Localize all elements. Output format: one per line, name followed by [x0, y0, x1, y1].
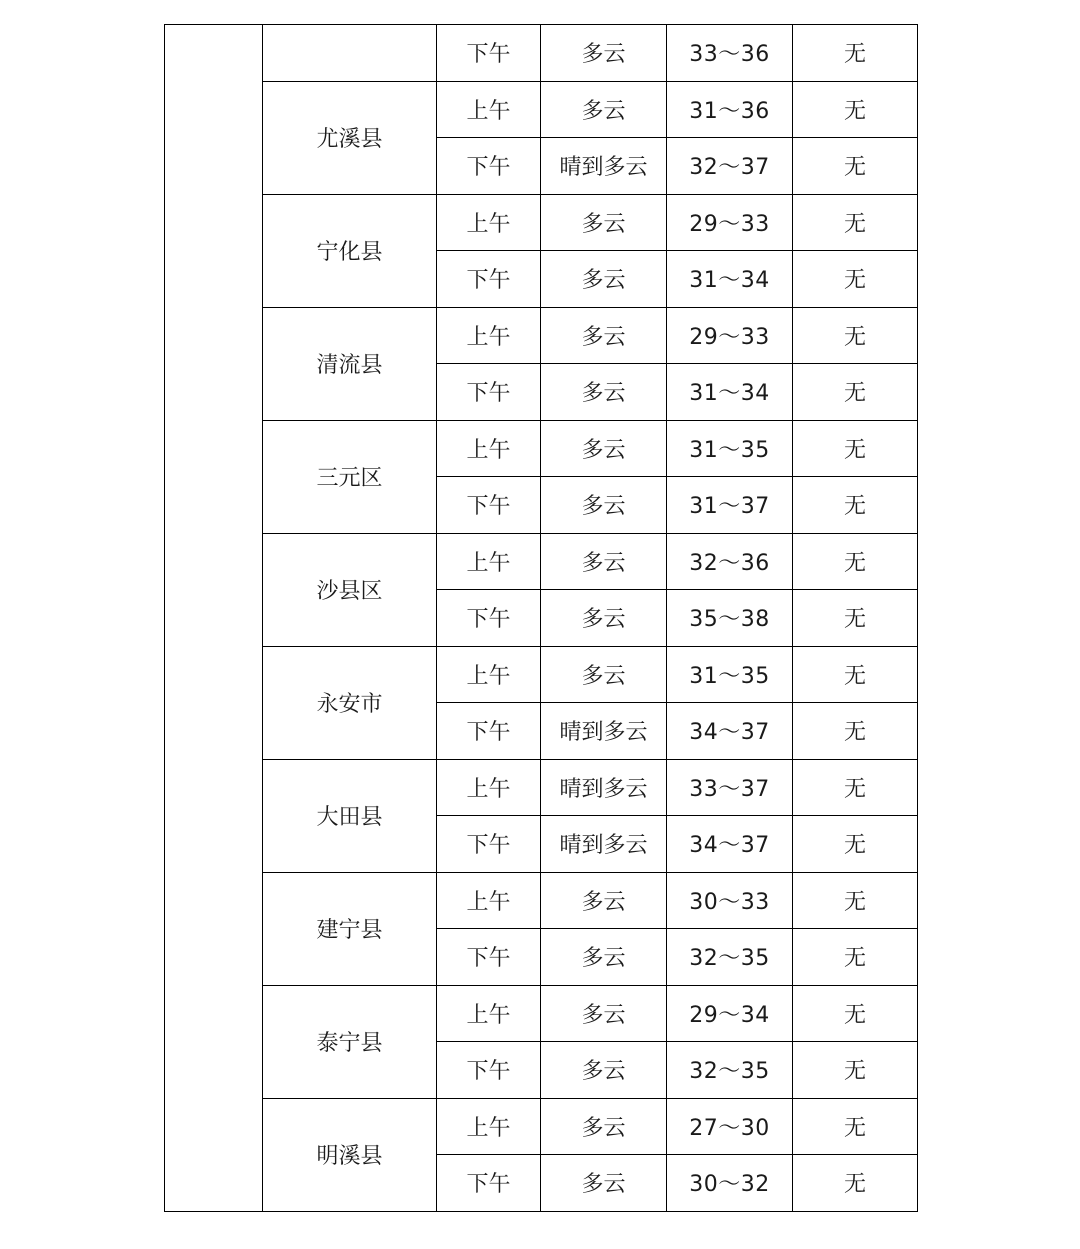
period-cell: 上午 [437, 985, 541, 1042]
extra-cell: 无 [793, 251, 918, 308]
table-row [165, 533, 918, 590]
extra-cell: 无 [793, 929, 918, 986]
period-cell: 上午 [437, 81, 541, 138]
temperature-cell: 27～30 [667, 1098, 793, 1155]
temperature-cell: 34～37 [667, 816, 793, 873]
table-row [165, 420, 918, 477]
temperature-cell: 35～38 [667, 590, 793, 647]
extra-cell: 无 [793, 590, 918, 647]
temperature-cell: 32～37 [667, 138, 793, 195]
period-cell: 下午 [437, 25, 541, 82]
extra-cell: 无 [793, 1098, 918, 1155]
county-cell: 清流县 [263, 307, 437, 420]
county-cell: 明溪县 [263, 1098, 437, 1211]
weather-cell: 多云 [541, 590, 667, 647]
weather-cell: 多云 [541, 81, 667, 138]
table-row [165, 646, 918, 703]
weather-cell: 晴到多云 [541, 138, 667, 195]
period-cell: 下午 [437, 816, 541, 873]
weather-cell: 多云 [541, 1155, 667, 1212]
weather-cell: 多云 [541, 25, 667, 82]
weather-cell: 多云 [541, 194, 667, 251]
weather-cell: 晴到多云 [541, 816, 667, 873]
period-cell: 上午 [437, 420, 541, 477]
extra-cell: 无 [793, 307, 918, 364]
extra-cell: 无 [793, 759, 918, 816]
temperature-cell: 31～35 [667, 420, 793, 477]
period-cell: 下午 [437, 251, 541, 308]
table-row [165, 872, 918, 929]
extra-cell: 无 [793, 194, 918, 251]
county-cell: 大田县 [263, 759, 437, 872]
weather-cell: 多云 [541, 307, 667, 364]
temperature-cell: 31～35 [667, 646, 793, 703]
weather-cell: 晴到多云 [541, 703, 667, 760]
table-row [165, 194, 918, 251]
table-row [165, 985, 918, 1042]
period-cell: 下午 [437, 477, 541, 534]
table-row [165, 81, 918, 138]
weather-cell: 多云 [541, 251, 667, 308]
county-cell: 永安市 [263, 646, 437, 759]
temperature-cell: 32～35 [667, 929, 793, 986]
temperature-cell: 29～33 [667, 194, 793, 251]
weather-cell: 多云 [541, 1098, 667, 1155]
extra-cell: 无 [793, 420, 918, 477]
extra-cell: 无 [793, 138, 918, 195]
period-cell: 上午 [437, 646, 541, 703]
region-cell [165, 25, 263, 1212]
county-cell: 建宁县 [263, 872, 437, 985]
temperature-cell: 31～37 [667, 477, 793, 534]
temperature-cell: 31～34 [667, 364, 793, 421]
period-cell: 上午 [437, 1098, 541, 1155]
extra-cell: 无 [793, 81, 918, 138]
period-cell: 下午 [437, 590, 541, 647]
extra-cell: 无 [793, 816, 918, 873]
temperature-cell: 33～37 [667, 759, 793, 816]
temperature-cell: 30～32 [667, 1155, 793, 1212]
temperature-cell: 34～37 [667, 703, 793, 760]
table-row [165, 307, 918, 364]
county-cell: 沙县区 [263, 533, 437, 646]
county-cell: 三元区 [263, 420, 437, 533]
period-cell: 上午 [437, 872, 541, 929]
period-cell: 下午 [437, 138, 541, 195]
period-cell: 上午 [437, 307, 541, 364]
weather-cell: 多云 [541, 929, 667, 986]
weather-cell: 多云 [541, 420, 667, 477]
temperature-cell: 29～34 [667, 985, 793, 1042]
temperature-cell: 32～36 [667, 533, 793, 590]
forecast-table [164, 24, 918, 1212]
period-cell: 下午 [437, 929, 541, 986]
period-cell: 上午 [437, 759, 541, 816]
extra-cell: 无 [793, 1042, 918, 1099]
extra-cell: 无 [793, 477, 918, 534]
temperature-cell: 31～34 [667, 251, 793, 308]
extra-cell: 无 [793, 25, 918, 82]
county-cell [263, 25, 437, 82]
temperature-cell: 33～36 [667, 25, 793, 82]
period-cell: 上午 [437, 194, 541, 251]
extra-cell: 无 [793, 985, 918, 1042]
extra-cell: 无 [793, 1155, 918, 1212]
period-cell: 下午 [437, 1155, 541, 1212]
extra-cell: 无 [793, 364, 918, 421]
period-cell: 下午 [437, 703, 541, 760]
extra-cell: 无 [793, 646, 918, 703]
weather-cell: 多云 [541, 646, 667, 703]
temperature-cell: 31～36 [667, 81, 793, 138]
extra-cell: 无 [793, 703, 918, 760]
period-cell: 下午 [437, 364, 541, 421]
weather-cell: 多云 [541, 872, 667, 929]
extra-cell: 无 [793, 533, 918, 590]
period-cell: 上午 [437, 533, 541, 590]
temperature-cell: 32～35 [667, 1042, 793, 1099]
county-cell: 泰宁县 [263, 985, 437, 1098]
county-cell: 宁化县 [263, 194, 437, 307]
county-cell: 尤溪县 [263, 81, 437, 194]
temperature-cell: 29～33 [667, 307, 793, 364]
extra-cell: 无 [793, 872, 918, 929]
weather-cell: 多云 [541, 533, 667, 590]
weather-cell: 多云 [541, 1042, 667, 1099]
table-row [165, 25, 918, 82]
table-row [165, 1098, 918, 1155]
weather-cell: 晴到多云 [541, 759, 667, 816]
weather-cell: 多云 [541, 477, 667, 534]
table-row [165, 759, 918, 816]
weather-cell: 多云 [541, 985, 667, 1042]
period-cell: 下午 [437, 1042, 541, 1099]
temperature-cell: 30～33 [667, 872, 793, 929]
weather-cell: 多云 [541, 364, 667, 421]
